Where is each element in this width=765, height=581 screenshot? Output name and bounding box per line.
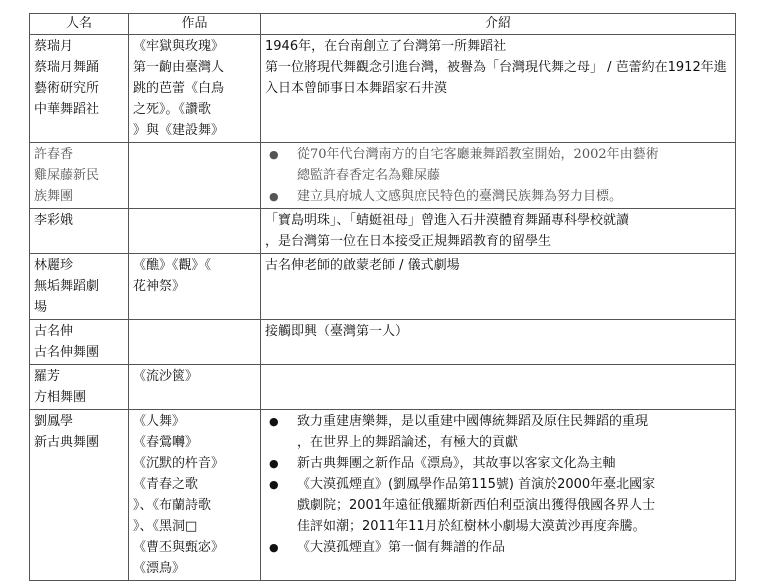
works-cell	[129, 209, 261, 254]
name-line: 李彩娥	[34, 213, 74, 228]
bullet-text: 致力重建唐樂舞，是以重建中國傳統舞蹈及原住民舞蹈的重現	[297, 414, 649, 429]
bullet-icon: ●	[269, 478, 279, 491]
intro-cell	[261, 254, 736, 320]
name-line: 方相舞團	[34, 390, 87, 405]
intro-text: 接觸即興（臺灣第一人）	[265, 324, 409, 339]
name-line: 新古典舞團	[34, 435, 100, 450]
name-cell	[30, 209, 129, 254]
works-cell	[129, 365, 261, 410]
bullet-icon: ●	[269, 457, 279, 470]
works-line: 《曹丕與甄宓》	[133, 540, 225, 555]
name-line: 藝術研究所	[34, 81, 100, 96]
intro-cell	[261, 209, 736, 254]
works-line: 跳的芭蕾《白鳥	[133, 81, 225, 96]
bullet-text: 佳評如潮；2011年11月於紅樹林小劇場大漠黃沙再度奔騰。	[297, 519, 646, 534]
works-line: 《醮》《觀》《	[133, 258, 212, 273]
works-line: 《流沙篋》	[133, 369, 199, 384]
intro-cell	[261, 143, 736, 209]
table-row	[30, 209, 736, 254]
name-line: 林麗珍	[34, 258, 74, 273]
name-cell	[30, 143, 129, 209]
name-cell	[30, 35, 129, 143]
name-cell	[30, 254, 129, 320]
table-row	[30, 410, 736, 581]
works-cell	[129, 320, 261, 365]
works-line: 《人舞》	[133, 414, 186, 429]
bullet-item	[265, 411, 731, 453]
name-line: 蔡瑞月舞踊	[34, 60, 100, 75]
name-cell	[30, 410, 129, 581]
intro-bullet-list	[265, 144, 731, 207]
name-line: 劉鳳學	[34, 414, 74, 429]
name-line: 古名伸	[34, 324, 74, 339]
table-row	[30, 35, 736, 143]
name-line: 羅芳	[34, 369, 61, 384]
name-line: 無垢舞蹈劇	[34, 279, 100, 294]
bullet-icon: ●	[269, 415, 279, 428]
works-line: 《沉默的杵音》	[133, 456, 225, 471]
table-row	[30, 143, 736, 209]
intro-text: 1946年，在台南創立了台灣第一所舞蹈社	[265, 39, 507, 54]
works-line: 《漂鳥》	[133, 561, 186, 576]
header-name: 人名	[30, 14, 129, 35]
works-cell	[129, 143, 261, 209]
bullet-text: 建立具府城人文感與庶民特色的臺灣民族舞為努力目標。	[297, 189, 623, 204]
intro-bullet-list	[265, 411, 731, 558]
intro-cell	[261, 35, 736, 143]
works-line: 《春鶯囀》	[133, 435, 199, 450]
intro-cell	[261, 320, 736, 365]
table-row	[30, 365, 736, 410]
bullet-item	[265, 474, 731, 537]
bullet-item	[265, 144, 731, 186]
name-cell	[30, 320, 129, 365]
name-line: 許春香	[34, 147, 74, 162]
intro-text: 「寶島明珠」、「蜻蜓祖母」曾進入石井漠體育舞踊專科學校就讀	[265, 213, 630, 228]
works-cell	[129, 410, 261, 581]
bullet-text: ，在世界上的舞蹈論述，有極大的貢獻	[297, 435, 519, 450]
name-line: 場	[34, 300, 48, 315]
name-line: 雞屎藤新民	[34, 168, 100, 183]
bullet-item	[265, 186, 731, 207]
works-line: 《牢獄與玫瑰》	[133, 39, 225, 54]
intro-text: 第一位將現代舞觀念引進台灣，被譽為「台灣現代舞之母」 / 芭蕾約在1912年進入日本曾師事日本舞蹈家石井漠	[265, 60, 727, 96]
bullet-item	[265, 537, 731, 558]
works-line: 》與《建設舞》	[133, 123, 225, 138]
works-line: 之死》。《讚歌	[133, 102, 212, 117]
works-line: 《青春之歌	[133, 477, 199, 492]
intro-text: ，是台灣第一位在日本接受正規舞蹈教育的留學生	[265, 234, 552, 249]
bullet-text: 新古典舞團之新作品《漂鳥》，其故事以客家文化為主軸	[297, 456, 616, 471]
works-line: 第一齣由臺灣人	[133, 60, 225, 75]
name-line: 古名伸舞團	[34, 345, 100, 360]
name-cell	[30, 365, 129, 410]
bullet-icon: ●	[269, 148, 279, 161]
works-line: 》、《布蘭詩歌	[133, 498, 212, 513]
name-line: 族舞團	[34, 189, 74, 204]
bullet-text: 從70年代台灣南方的自宅客廳兼舞蹈教室開始，2002年由藝術	[297, 147, 659, 162]
bullet-text: 《大漠孤煙直》第一個有舞譜的作品	[297, 540, 506, 555]
works-line: 》、《黑洞□	[133, 519, 198, 534]
header-row	[30, 14, 736, 35]
works-cell	[129, 35, 261, 143]
table-row	[30, 254, 736, 320]
works-line: 花神祭》	[133, 279, 186, 294]
header-intro: 介紹	[261, 14, 736, 35]
name-line: 蔡瑞月	[34, 39, 74, 54]
intro-cell	[261, 365, 736, 410]
bullet-text: 《大漠孤煙直》(劉鳳學作品第115號) 首演於2000年臺北國家	[297, 477, 656, 492]
dancers-table	[29, 13, 736, 581]
bullet-icon: ●	[269, 190, 279, 203]
bullet-icon: ●	[269, 541, 279, 554]
header-works: 作品	[129, 14, 261, 35]
bullet-item	[265, 453, 731, 474]
bullet-text: 戲劇院；2001年遠征俄羅斯新西伯利亞演出獲得俄國各界人士	[297, 498, 656, 513]
table-row	[30, 320, 736, 365]
bullet-text: 總監許春香定名為雞屎藤	[297, 168, 441, 183]
intro-cell	[261, 410, 736, 581]
name-line: 中華舞蹈社	[34, 102, 100, 117]
intro-text: 古名伸老師的啟蒙老師 / 儀式劇場	[265, 258, 460, 273]
works-cell	[129, 254, 261, 320]
